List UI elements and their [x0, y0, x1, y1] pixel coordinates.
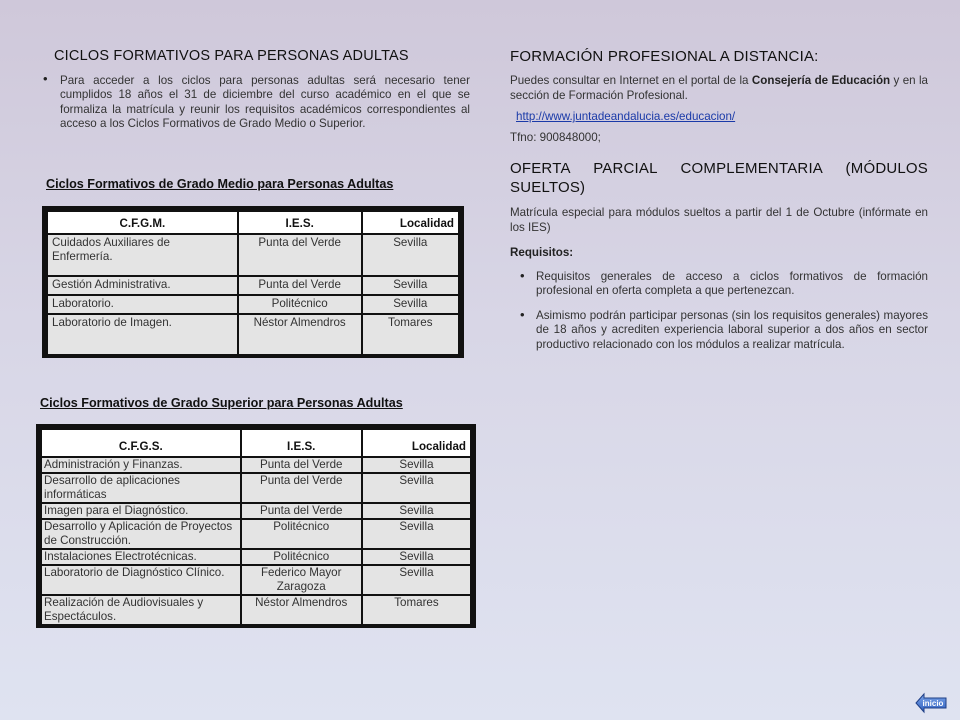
table-row [39, 519, 473, 549]
phone-text: Tfno: 900848000; [510, 131, 601, 144]
table-row [39, 503, 473, 519]
distance-learning-title: FORMACIÓN PROFESIONAL A DISTANCIA: [510, 48, 819, 65]
column-header: Localidad [362, 427, 473, 457]
adult-cycles-title: CICLOS FORMATIVOS PARA PERSONAS ADULTAS [54, 48, 409, 64]
left-column [40, 48, 470, 132]
table-row [39, 457, 473, 473]
locality-cell: Tomares [362, 595, 473, 626]
oferta-title-line1: OFERTA PARCIAL COMPLEMENTARIA (MÓDULOS [510, 160, 928, 177]
table-row [39, 565, 473, 595]
cycle-cell: Laboratorio. [45, 295, 238, 314]
locality-cell: Sevilla [362, 519, 473, 549]
back-button[interactable] [915, 692, 947, 714]
table-row [45, 276, 461, 295]
oferta-title-line2: SUELTOS) [510, 179, 586, 196]
distance-text-before: Puedes consultar en Internet en el portal de la [510, 74, 752, 87]
school-cell: Federico Mayor Zaragoza [241, 565, 362, 595]
locality-cell: Tomares [362, 314, 461, 356]
adult-access-paragraph: • Para acceder a los ciclos para personas adultas será necesario tener cumplidos 18 años el 31 de diciembre del curso académico en el que se formaliza la matrícula y reunir los requisitos académicos correspondientes al acceso a los Ciclos Formativos de Grado Medio o Superior. [40, 74, 470, 132]
distance-text-after: y en la sección de Formación Profesional. [510, 74, 929, 102]
table-row [39, 549, 473, 565]
grado-superior-table [36, 424, 476, 628]
school-cell: Néstor Almendros [238, 314, 362, 356]
school-cell: Punta del Verde [241, 503, 362, 519]
locality-cell: Sevilla [362, 234, 461, 276]
cycle-cell: Desarrollo y Aplicación de Proyectos de Construcción. [39, 519, 241, 549]
locality-cell: Sevilla [362, 295, 461, 314]
school-cell: Punta del Verde [241, 457, 362, 473]
cycle-cell: Imagen para el Diagnóstico. [39, 503, 241, 519]
consejeria-bold: Consejería de Educación [751, 74, 891, 87]
cycle-cell: Instalaciones Electrotécnicas. [39, 549, 241, 565]
locality-cell: Sevilla [362, 473, 473, 503]
column-header: Localidad [362, 209, 461, 234]
cycle-cell: Administración y Finanzas. [39, 457, 241, 473]
cycle-cell: Desarrollo de aplicaciones informáticas [39, 473, 241, 503]
column-header: I.E.S. [238, 209, 362, 234]
cycle-cell: Realización de Audiovisuales y Espectáculos. [39, 595, 241, 626]
locality-cell: Sevilla [362, 565, 473, 595]
cycle-cell: Laboratorio de Diagnóstico Clínico. [39, 565, 241, 595]
school-cell: Punta del Verde [238, 276, 362, 295]
distance-learning-paragraph [510, 73, 928, 103]
table-row [45, 314, 461, 356]
junta-link[interactable]: http://www.juntadeandalucia.es/educacion/ [516, 110, 736, 123]
table-row [39, 595, 473, 626]
school-cell: Politécnico [238, 295, 362, 314]
school-cell: Politécnico [241, 549, 362, 565]
table-row [45, 295, 461, 314]
table-row [45, 234, 461, 276]
school-cell: Punta del Verde [238, 234, 362, 276]
right-column [510, 48, 928, 352]
cycle-cell: Cuidados Auxiliares de Enfermería. [45, 234, 238, 276]
locality-cell: Sevilla [362, 276, 461, 295]
back-button-label: inicio [922, 698, 944, 708]
locality-cell: Sevilla [362, 457, 473, 473]
locality-cell: Sevilla [362, 503, 473, 519]
oferta-paragraph: Matrícula especial para módulos sueltos a partir del 1 de Octubre (infórmate en los IES) [510, 206, 928, 234]
column-header: C.F.G.M. [45, 209, 238, 234]
requisito-item: • Requisitos generales de acceso a ciclos formativos de formación profesional en oferta completa a que pertenezcan. [510, 270, 928, 299]
school-cell: Punta del Verde [241, 473, 362, 503]
school-cell: Politécnico [241, 519, 362, 549]
grado-superior-heading: Ciclos Formativos de Grado Superior para Personas Adultas [40, 396, 403, 410]
column-header: I.E.S. [241, 427, 362, 457]
cycle-cell: Laboratorio de Imagen. [45, 314, 238, 356]
cycle-cell: Gestión Administrativa. [45, 276, 238, 295]
table-header-row [45, 209, 461, 234]
grado-medio-table [42, 206, 464, 358]
school-cell: Néstor Almendros [241, 595, 362, 626]
locality-cell: Sevilla [362, 549, 473, 565]
requisito-item: • Asimismo podrán participar personas (sin los requisitos generales) mayores de 18 años y acrediten experiencia laboral superior a dos años en sector productivo relacionado con los módulos a realizar matrícula. [510, 309, 928, 352]
table-header-row [39, 427, 473, 457]
table-row [39, 473, 473, 503]
requisitos-label: Requisitos: [510, 246, 574, 259]
column-header: C.F.G.S. [39, 427, 241, 457]
grado-medio-heading: Ciclos Formativos de Grado Medio para Personas Adultas [46, 177, 394, 191]
